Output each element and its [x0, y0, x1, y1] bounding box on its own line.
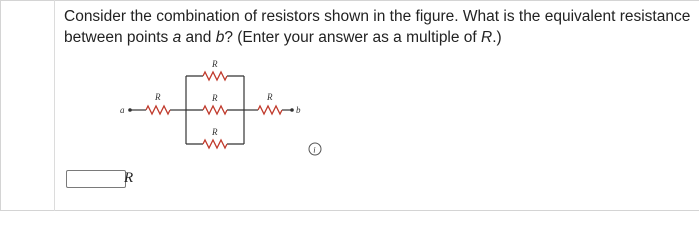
resistor-r5	[258, 106, 282, 114]
question-part3: .)	[492, 29, 502, 46]
info-icon[interactable]	[308, 142, 322, 156]
answer-input[interactable]	[66, 170, 126, 188]
resistor-r1	[146, 106, 170, 114]
left-divider	[54, 0, 55, 211]
point-b-label: b	[215, 29, 225, 46]
question-part1: Consider the combination of resistors shown in the figure. What is the equivalent resistance between points	[64, 8, 691, 46]
terminal-b-dot	[290, 108, 294, 112]
resistor-bottom	[203, 140, 227, 148]
terminal-a-label: a	[120, 105, 125, 115]
point-a-label: a	[172, 29, 182, 46]
resistor-middle	[203, 106, 227, 114]
terminal-a-dot	[128, 108, 132, 112]
question-part2: ? (Enter your answer as a multiple of	[224, 29, 482, 46]
resistor-bottom-label: R	[212, 127, 218, 137]
resistor-r5-label: R	[267, 92, 273, 102]
resistor-top-label: R	[212, 59, 218, 69]
circuit-diagram	[118, 58, 328, 158]
svg-text:i: i	[313, 144, 316, 155]
question-and: and	[181, 29, 216, 46]
answer-unit-label: R	[124, 170, 134, 186]
terminal-b-label: b	[296, 105, 301, 115]
resistor-top	[203, 72, 227, 80]
question-text	[64, 6, 694, 48]
resistor-r1-label: R	[155, 92, 161, 102]
question-unit: R	[481, 29, 493, 46]
resistor-middle-label: R	[212, 93, 218, 103]
